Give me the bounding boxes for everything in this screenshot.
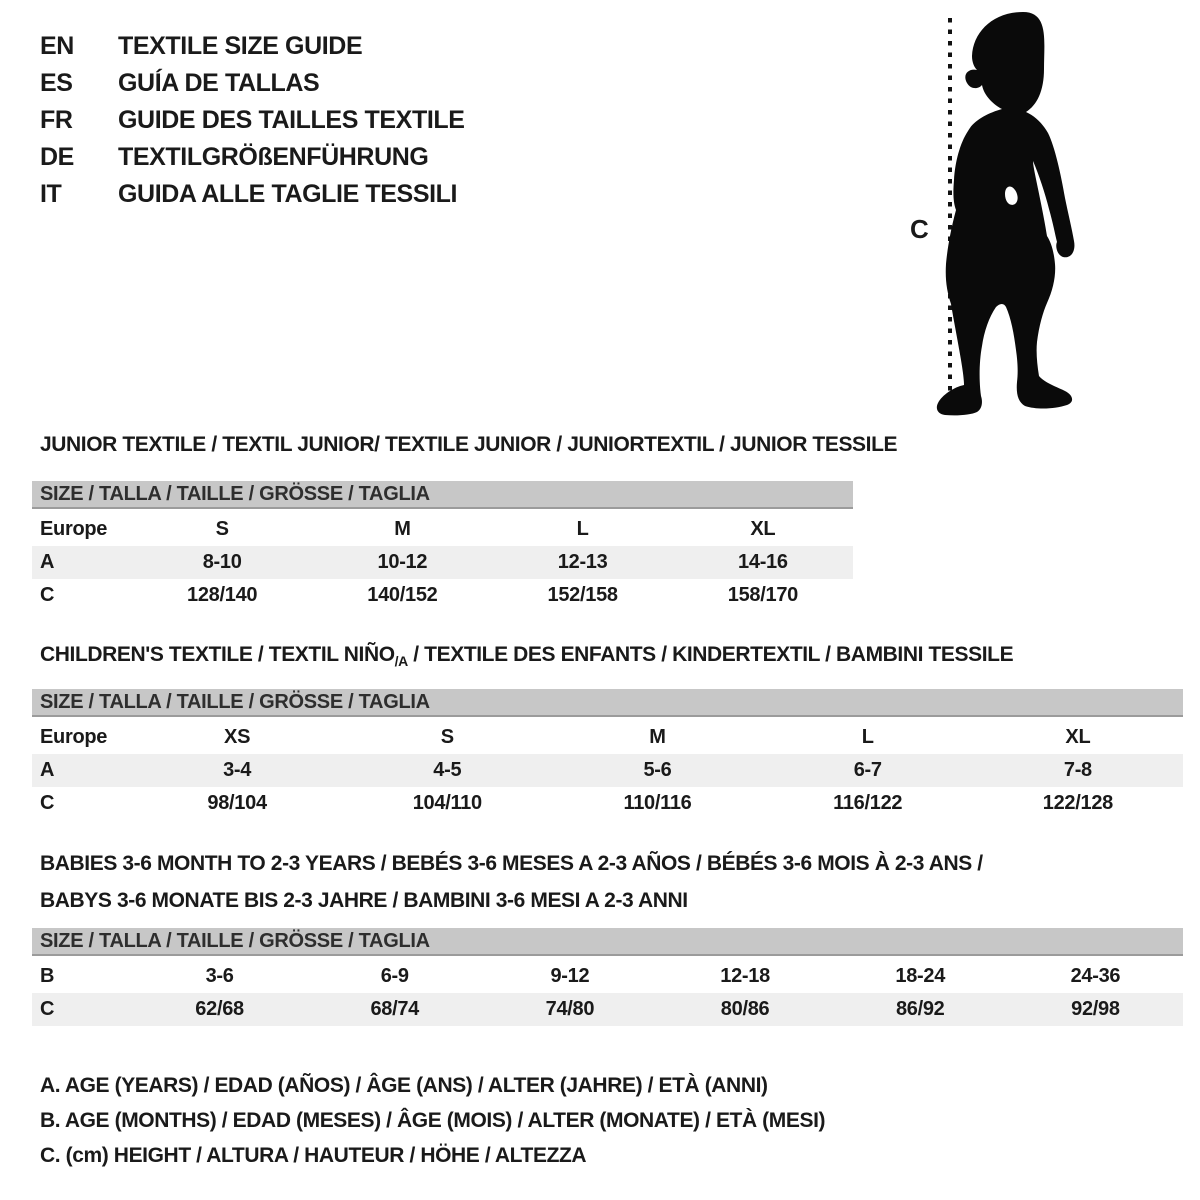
height-cell: 122/128 [1042,792,1113,814]
age-cell: 6-9 [380,965,409,987]
row-label-cell: A [40,759,55,781]
table-row [32,787,1183,820]
size-cell: XL [1065,726,1091,748]
height-cell: 92/98 [1071,998,1120,1020]
height-cell: 158/170 [727,584,798,606]
babies-title-line1: BABIES 3-6 MONTH TO 2-3 YEARS / BEBÉS 3-6 MESES A 2-3 AÑOS / BÉBÉS 3-6 MOIS À 2-3 ANS / [40,852,983,875]
table-row [32,546,853,579]
height-cell: 98/104 [207,792,267,814]
height-cell: 86/92 [895,998,945,1020]
toddler-silhouette-figure [936,12,1151,422]
language-label: TEXTILE SIZE GUIDE [118,32,363,60]
language-code: ES [40,69,73,97]
row-label-cell: C [40,584,55,606]
legend-notes [40,1068,825,1173]
toddler-silhouette [937,12,1075,415]
age-cell: 4-5 [433,759,462,781]
language-code: IT [40,180,62,208]
children-title-subscript: /A [394,653,408,669]
language-code: EN [40,32,74,60]
size-header-bar: SIZE / TALLA / TAILLE / GRÖSSE / TAGLIA [32,689,1183,717]
age-cell: 12-18 [720,965,770,987]
height-cell: 110/116 [623,792,692,814]
language-label: GUIDE DES TAILLES TEXTILE [118,106,465,134]
size-header-bar: SIZE / TALLA / TAILLE / GRÖSSE / TAGLIA [32,928,1183,956]
row-label-cell: Europe [40,518,108,540]
size-cell: M [649,726,666,748]
age-cell: 18-24 [895,965,946,987]
row-label-cell: B [40,965,55,987]
babies-title-line2: BABYS 3-6 MONATE BIS 2-3 JAHRE / BAMBINI 3-6 MESI A 2-3 ANNI [40,889,688,912]
height-cell: 62/68 [195,998,244,1020]
legend-note-b: B. AGE (MONTHS) / EDAD (MESES) / ÂGE (MOIS) / ALTER (MONATE) / ETÀ (MESI) [40,1109,826,1132]
size-header-bar: SIZE / TALLA / TAILLE / GRÖSSE / TAGLIA [32,481,853,509]
junior-size-table [32,481,853,612]
size-cell: XS [224,726,251,748]
age-cell: 6-7 [853,759,882,781]
table-row [32,754,1183,787]
height-cell: 128/140 [187,584,258,606]
row-label-cell: C [40,792,55,814]
size-cell: S [440,726,454,748]
age-cell: 12-13 [557,551,608,573]
language-label: GUÍA DE TALLAS [118,69,320,97]
language-code: DE [40,143,74,171]
height-measure-label: C [910,214,929,244]
age-cell: 7-8 [1063,759,1092,781]
language-row [40,102,465,139]
row-label-cell: C [40,998,55,1020]
height-cell: 80/86 [720,998,770,1020]
height-cell: 74/80 [545,998,595,1020]
children-section-title [40,643,1013,667]
age-cell: 3-4 [223,759,252,781]
size-cell: M [394,518,411,540]
language-row [40,139,465,176]
height-cell: 140/152 [367,584,438,606]
babies-size-table [32,928,1183,1026]
table-row [32,513,853,546]
height-cell: 104/110 [412,792,482,814]
table-row [32,579,853,612]
legend-note-c: C. (cm) HEIGHT / ALTURA / HAUTEUR / HÖHE / ALTEZZA [40,1144,587,1167]
children-title-text: CHILDREN'S TEXTILE / TEXTIL NIÑO [40,643,395,666]
age-cell: 24-36 [1070,965,1121,987]
language-row [40,176,465,213]
age-cell: 10-12 [377,551,428,573]
table-row [32,721,1183,754]
row-label-cell: Europe [40,726,108,748]
size-cell: XL [750,518,776,540]
language-label: TEXTILGRÖßENFÜHRUNG [118,143,429,171]
children-title-text: / TEXTILE DES ENFANTS / KINDERTEXTIL / BAMBINI TESSILE [407,643,1014,666]
table-row [32,993,1183,1026]
height-cell: 68/74 [370,998,420,1020]
language-row [40,65,465,102]
age-cell: 3-6 [205,965,234,987]
height-cell: 116/122 [833,792,903,814]
babies-section-title [40,845,983,919]
size-cell: L [576,518,589,540]
row-label-cell: A [40,551,55,573]
language-code: FR [40,106,73,134]
age-cell: 9-12 [550,965,590,987]
language-label: GUIDA ALLE TAGLIE TESSILI [118,180,458,208]
language-list [40,28,465,213]
size-cell: L [861,726,874,748]
height-cell: 152/158 [547,584,618,606]
age-cell: 5-6 [643,759,672,781]
children-size-table [32,689,1183,820]
junior-section-title: JUNIOR TEXTILE / TEXTIL JUNIOR/ TEXTILE JUNIOR / JUNIORTEXTIL / JUNIOR TESSILE [40,433,898,456]
table-row [32,960,1183,993]
legend-note-a: A. AGE (YEARS) / EDAD (AÑOS) / ÂGE (ANS) / ALTER (JAHRE) / ETÀ (ANNI) [40,1074,768,1097]
age-cell: 14-16 [738,551,788,573]
age-cell: 8-10 [202,551,242,573]
size-cell: S [215,518,229,540]
language-row [40,28,465,65]
